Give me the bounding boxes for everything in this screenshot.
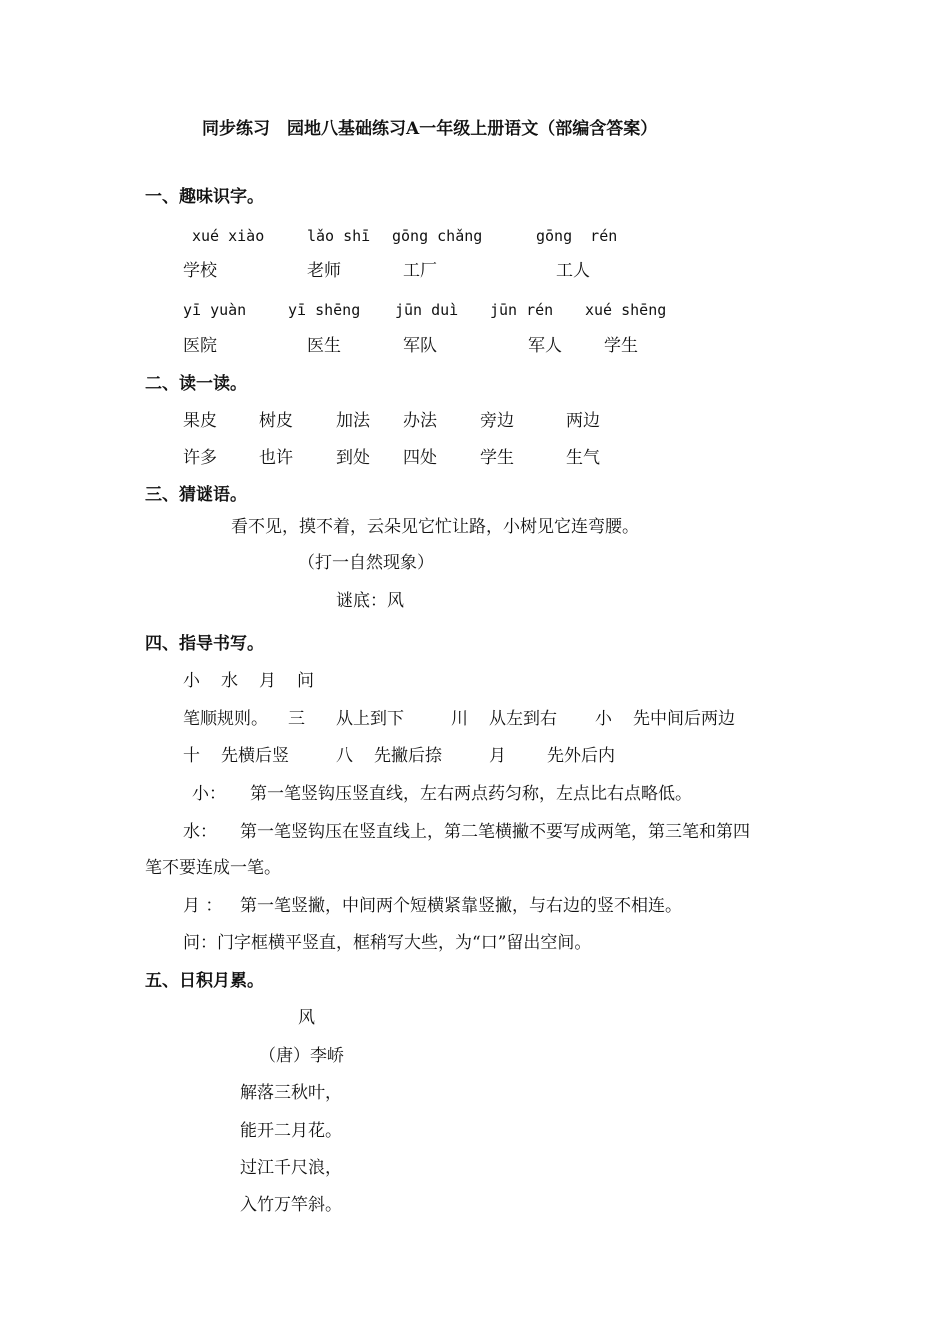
note-label: 小： [192,784,226,804]
practice-char: 问 [297,671,314,691]
word: 加法 [336,411,370,431]
word: 学生 [604,336,638,356]
pinyin: gōng chǎng [392,227,483,245]
practice-char: 月 [259,671,276,691]
word: 工厂 [403,261,437,281]
note-text: 问：门字框横平竖直，框稍写大些，为“口”留出空间。 [183,933,592,953]
stroke-rule-char: 三 [288,709,305,729]
stroke-rule-text: 先横后竖 [221,746,289,766]
note-text: 第一笔竖钩压在竖直线上，第二笔横撇不要写成两笔，第三笔和第四 [240,822,750,842]
word: 工人 [556,261,590,281]
stroke-rule-char: 八 [336,746,353,766]
word: 也许 [259,448,293,468]
stroke-rule-char: 小 [595,709,612,729]
stroke-rule-char: 十 [183,746,200,766]
word: 办法 [403,411,437,431]
pinyin: jūn duì [395,301,459,319]
document-title: 同步练习 园地八基础练习A一年级上册语文（部编含答案） [202,119,658,139]
note-label: 月 ： [183,896,223,916]
word: 两边 [566,411,600,431]
word: 树皮 [259,411,293,431]
pinyin: gōng rén [536,227,618,245]
word: 许多 [183,448,217,468]
poem-line: 入竹万竿斜。 [240,1195,342,1215]
word: 学生 [480,448,514,468]
word: 旁边 [480,411,514,431]
section-1-heading: 一、趣味识字。 [145,187,264,207]
poem-author: （唐）李峤 [259,1046,344,1066]
stroke-rule-text: 先撇后捺 [374,746,442,766]
practice-char: 水 [221,671,238,691]
poem-line: 解落三秋叶， [240,1083,342,1103]
riddle-text: 看不见，摸不着，云朵见它忙让路，小树见它连弯腰。 [231,517,639,537]
stroke-rule-label: 笔顺规则。 [183,709,268,729]
section-4-heading: 四、指导书写。 [145,634,264,654]
word: 军人 [528,336,562,356]
word: 到处 [336,448,370,468]
stroke-rule-text: 先中间后两边 [633,709,735,729]
word: 四处 [403,448,437,468]
stroke-rule-char: 月 [489,746,506,766]
section-5-heading: 五、日积月累。 [145,971,264,991]
pinyin: yī shēng [288,301,361,319]
poem-line: 过江千尺浪， [240,1158,342,1178]
word: 军队 [403,336,437,356]
pinyin: yī yuàn [183,301,247,319]
practice-char: 小 [183,671,200,691]
pinyin: jūn rén [490,301,554,319]
note-label: 水： [183,822,217,842]
word: 医生 [307,336,341,356]
stroke-rule-text: 先外后内 [547,746,615,766]
word: 老师 [307,261,341,281]
riddle-answer: 谜底：风 [336,591,404,611]
stroke-rule-text: 从左到右 [489,709,557,729]
riddle-hint: （打一自然现象） [298,553,434,573]
pinyin: xué shēng [585,301,667,319]
word: 果皮 [183,411,217,431]
word: 医院 [183,336,217,356]
pinyin: lǎo shī [307,227,371,245]
note-text: 笔不要连成一笔。 [145,858,281,878]
stroke-rule-text: 从上到下 [336,709,404,729]
stroke-rule-char: 川 [451,709,468,729]
note-text: 第一笔竖撇，中间两个短横紧靠竖撇，与右边的竖不相连。 [240,896,682,916]
section-3-heading: 三、猜谜语。 [145,485,247,505]
word: 生气 [566,448,600,468]
word: 学校 [183,261,217,281]
poem-title: 风 [298,1008,315,1028]
poem-line: 能开二月花。 [240,1121,342,1141]
pinyin: xué xiào [192,227,265,245]
note-text: 第一笔竖钩压竖直线，左右两点药匀称，左点比右点略低。 [250,784,692,804]
section-2-heading: 二、读一读。 [145,374,247,394]
